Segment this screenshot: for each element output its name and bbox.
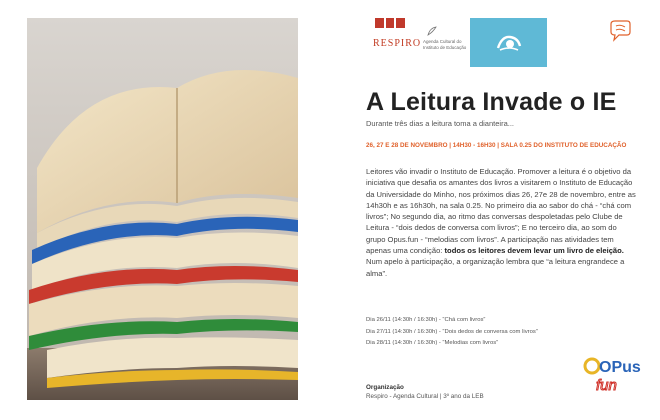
respiro-leaf-icon — [427, 26, 437, 36]
organization-title: Organização — [366, 384, 404, 391]
opus-fun-logo — [582, 348, 641, 396]
description-bold: todos os leitores devem levar um livro de eleição. — [444, 246, 624, 256]
page-subtitle: Durante três dias a leitura toma a dianteira... — [366, 119, 514, 128]
fun-text: fun — [596, 377, 617, 394]
description-end: Num apelo à participação, a organização lembra que “a leitura engrandece a alma”. — [366, 257, 625, 278]
schedule-item: Dia 26/11 (14:30h / 16:30h) - “Chá com livros” — [366, 317, 486, 323]
page-title: A Leitura Invade o IE — [366, 88, 617, 116]
opus-text: OPus — [599, 359, 641, 376]
uminho-logo — [375, 18, 405, 30]
ie-logo — [470, 18, 547, 67]
organization-text: Respiro - Agenda Cultural | 3º ano da LEB — [366, 393, 484, 400]
speech-bubble-logo-icon — [607, 18, 633, 44]
schedule-list — [366, 315, 606, 350]
event-description — [366, 166, 638, 279]
respiro-subtitle: Agenda Cultural do Instituto de Educação — [423, 39, 467, 50]
respiro-logo: RESPIRO — [373, 38, 422, 49]
schedule-item: Dia 27/11 (14:30h / 16:30h) - “Dois dedos de conversa com livros” — [366, 328, 538, 335]
ie-emblem-icon — [494, 32, 524, 54]
event-dates: 26, 27 E 28 DE NOVEMBRO | 14H30 - 16H30 | SALA 0.25 DO INSTITUTO DE EDUCAÇÃO — [366, 142, 627, 149]
description-text: Leitores vão invadir o Instituto de Educação. Promover a leitura é o objetivo da iniciativa que desafia os amantes dos livros a visitarem o Instituto de Educação da Universidade do Minho, nos próximos dias 26, 27e 28 de novembro, entre as 14h30h e as 16h30h, na sala 0.25. No primeiro dia ao sabor do chá - “chá com livros”; No segundo dia, ao ritmo das conversas despoletadas pelo Clube de Leitura - “dois dedos de conversa com livros”; E no terceiro dia, ao som do grupo Opus.fun - “melodias com livros”. A participação nas atividades tem apenas uma condição: — [366, 167, 636, 256]
schedule-item: Dia 28/11 (14:30h / 16:30h) - “Melodias com livros” — [366, 340, 499, 347]
books-photo — [27, 18, 298, 400]
